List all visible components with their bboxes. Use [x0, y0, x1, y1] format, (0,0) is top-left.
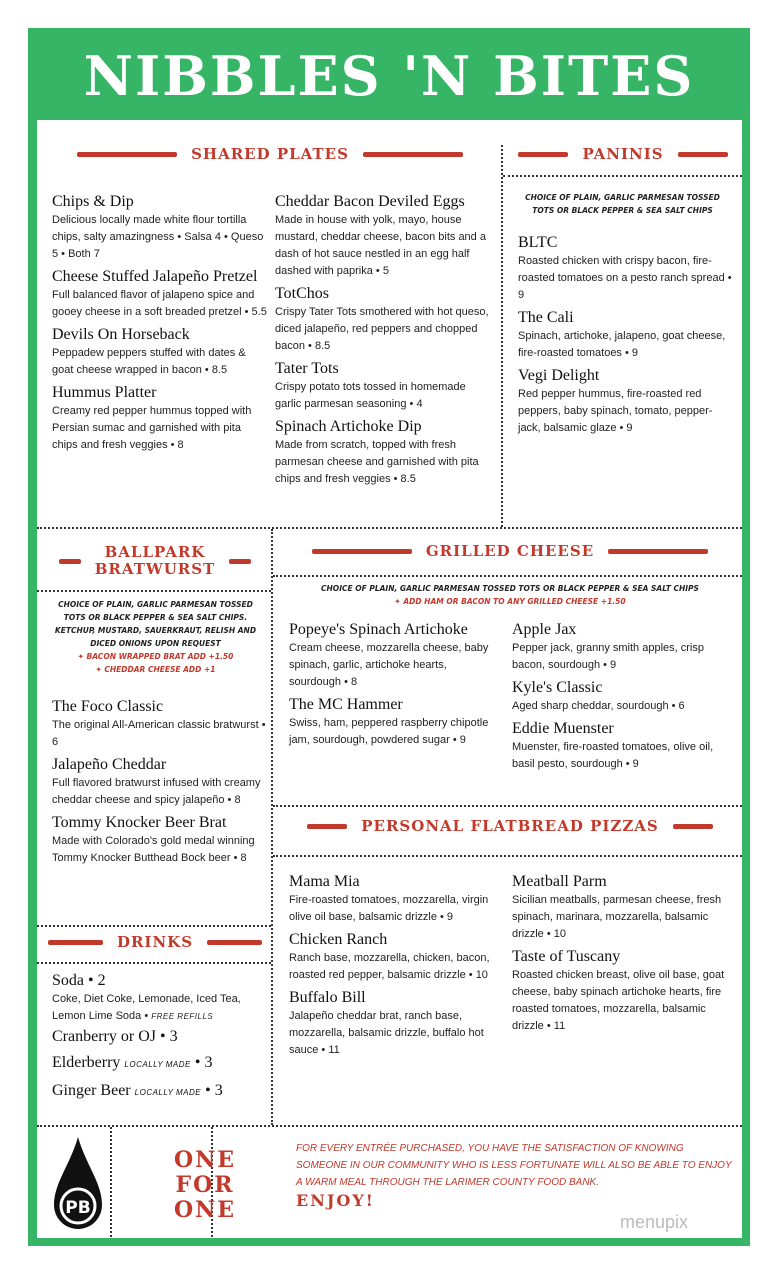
item-description: [52, 775, 267, 809]
item-name: Spinach Artichoke Dip: [275, 418, 422, 435]
drink-desc: Coke, Diet Coke, Lemonade, Iced Tea, Lemon Lime Soda •: [52, 993, 241, 1022]
item-price: • 9: [518, 272, 732, 301]
item-price: • 8: [344, 676, 358, 688]
section-title: SHARED PLATES: [191, 145, 349, 163]
menu-item: [275, 192, 490, 280]
drink-name: Ginger Beer: [52, 1082, 131, 1099]
divider: [37, 925, 271, 927]
item-price: • 8.5: [308, 340, 331, 352]
item-description: [52, 717, 267, 751]
item-description: [518, 253, 733, 304]
menu-item: [52, 325, 267, 379]
item-description: [275, 379, 490, 413]
item-desc-text: Jalapeño cheddar brat, ranch base, mozzarella, balsamic drizzle, buffalo hot sauce: [289, 1010, 484, 1056]
menu-item: [518, 308, 733, 362]
item-description: [289, 715, 501, 749]
item-price: • 9: [440, 911, 454, 923]
item-description: [289, 892, 501, 926]
item-price: • 5.5: [244, 306, 267, 318]
divider: [503, 175, 742, 177]
divider: [37, 1125, 742, 1127]
item-description: [512, 967, 732, 1035]
item-desc-text: Ranch base, mozzarella, chicken, bacon, roasted red pepper, balsamic drizzle: [289, 952, 490, 981]
item-description: [518, 328, 733, 362]
item-desc-text: Full flavored bratwurst infused with creamy cheddar cheese and spicy jalapeño: [52, 777, 261, 806]
menu-item: [512, 872, 732, 943]
item-name: Tater Tots: [275, 360, 339, 377]
item-desc-text: Sicilian meatballs, parmesan cheese, fresh spinach, marinara, mozzarella, balsamic drizzle: [512, 894, 722, 940]
item-name: Apple Jax: [512, 621, 577, 638]
item-name: The MC Hammer: [289, 696, 403, 713]
menu-item: [275, 417, 490, 488]
item-desc-text: Aged sharp cheddar, sourdough: [512, 700, 669, 712]
item-name: Buffalo Bill: [289, 989, 366, 1006]
item-name: Eddie Muenster: [512, 720, 614, 737]
menu-item: [52, 697, 267, 751]
item-description: [289, 1008, 501, 1059]
menu-item: [512, 719, 727, 773]
menu-item: [289, 695, 501, 749]
bratwurst-list: [52, 697, 267, 871]
item-name: Hummus Platter: [52, 384, 157, 401]
menu-item: [52, 383, 267, 454]
item-price: • 8.5: [204, 364, 228, 376]
item-price: • 11: [546, 1020, 566, 1032]
item-description: [512, 640, 727, 674]
drink-name: Elderberry: [52, 1054, 121, 1071]
drink-item: [52, 971, 267, 1025]
drink-price: • 3: [159, 1028, 178, 1045]
drink-price: • 2: [88, 972, 106, 989]
item-desc-text: Swiss, ham, peppered raspberry chipotle jam, sourdough, powdered sugar: [289, 717, 489, 746]
item-desc-text: Peppadew peppers stuffed with dates & goat cheese wrapped in bacon: [52, 347, 246, 376]
menu-item: [512, 620, 727, 674]
item-description: [52, 287, 267, 321]
divider: [37, 527, 742, 529]
bratwurst-note: [48, 598, 263, 676]
watermark: menupix: [620, 1212, 689, 1232]
drink-item: [52, 1053, 267, 1075]
menu-title: NIBBLES 'N BITES: [83, 44, 695, 108]
addon-text: ✦ BACON WRAPPED BRAT ADD +1.50: [77, 652, 234, 661]
item-description: [52, 212, 267, 263]
drink-extra: FREE REFILLS: [151, 1012, 214, 1021]
section-title: GRILLED CHEESE: [425, 542, 595, 560]
divider: [501, 145, 503, 527]
item-desc-text: Red pepper hummus, fire-roasted red peppers, baby spinach, tomato, pepper-jack, balsamic glaze: [518, 388, 713, 434]
item-price: • 9: [619, 422, 633, 434]
item-price: • 9: [625, 758, 639, 770]
item-description: [289, 950, 501, 984]
shared-plates-right: [275, 192, 490, 492]
drink-extra: LOCALLY MADE: [134, 1088, 202, 1097]
flatbread-right: [512, 872, 732, 1039]
item-description: [512, 892, 732, 943]
item-price: • 8: [170, 439, 184, 451]
item-name: Chicken Ranch: [289, 931, 388, 948]
item-desc-text: Made in house with yolk, mayo, house mustard, cheddar cheese, bacon bits and a dash of hot sauce nestled in an egg half dashed with paprika: [275, 214, 486, 277]
drinks-header: [45, 934, 265, 951]
item-desc-text: Delicious locally made white flour tortilla chips, salty amazingness: [52, 214, 247, 243]
paninis-header: [512, 146, 734, 163]
item-price: • 8: [233, 852, 247, 864]
item-desc-text: Made with Colorado's gold medal winning Tommy Knocker Butthead Bock beer: [52, 835, 255, 864]
drink-name: Cranberry or OJ: [52, 1028, 156, 1045]
item-price: • 9: [603, 659, 617, 671]
charity-message: [296, 1140, 736, 1211]
item-desc-text: Pepper jack, granny smith apples, crisp bacon, sourdough: [512, 642, 704, 671]
divider: [110, 1127, 112, 1237]
item-desc-text: Roasted chicken breast, olive oil base, goat cheese, baby spinach artichoke hearts, fire roasted tomatoes, mozzarella, balsamic drizzle: [512, 969, 725, 1032]
drink-item: [52, 1081, 267, 1103]
item-description: [275, 212, 490, 280]
item-desc-text: The original All-American classic bratwurst: [52, 719, 259, 731]
item-desc-text: Roasted chicken with crispy bacon, fire-roasted tomatoes on a pesto ranch spread: [518, 255, 725, 284]
menu-item: [289, 930, 501, 984]
item-description: [275, 437, 490, 488]
drink-item: [52, 1027, 267, 1047]
menu-item: [512, 947, 732, 1035]
enjoy-text: ENJOY!: [296, 1191, 375, 1210]
item-desc-text: Creamy red pepper hummus topped with Persian sumac and garnished with pita chips and fresh veggies: [52, 405, 252, 451]
bratwurst-header: [45, 544, 265, 578]
drinks-list: [52, 971, 267, 1103]
item-price: • 6: [52, 719, 266, 748]
menu-item: [289, 872, 501, 926]
item-price: • 8: [227, 794, 241, 806]
item-name: The Foco Classic: [52, 698, 164, 715]
item-name: BLTC: [518, 234, 558, 251]
item-description: [512, 698, 727, 715]
item-price: • Salsa 4 • Queso 5 • Both 7: [52, 231, 264, 260]
grilled-cheese-header: [285, 543, 735, 560]
item-description: [512, 739, 727, 773]
grilled-cheese-note: [285, 582, 735, 608]
menu-item: [289, 620, 501, 691]
drink-extra: LOCALLY MADE: [124, 1060, 191, 1069]
item-desc-text: Crispy Tater Tots smothered with hot queso, diced jalapeño, red peppers and chopped bacon: [275, 306, 489, 352]
shared-plates-header: [50, 146, 490, 163]
drink-name: Soda: [52, 972, 84, 989]
menu-item: [275, 359, 490, 413]
ofo-line: ONE: [173, 1147, 237, 1173]
ofo-line: FOR: [175, 1172, 235, 1198]
menu-item: [52, 755, 267, 809]
shared-plates-left: [52, 192, 267, 458]
menu-item: [52, 813, 267, 867]
item-name: Mama Mia: [289, 873, 360, 890]
flatbread-header: [285, 818, 735, 835]
heading-line: BALLPARK: [104, 543, 206, 561]
item-name: Tommy Knocker Beer Brat: [52, 814, 227, 831]
menu-item: [518, 366, 733, 437]
ofo-line: ONE: [173, 1197, 237, 1223]
item-price: • 8.5: [393, 473, 416, 485]
grilled-cheese-left: [289, 620, 501, 753]
item-price: • 10: [468, 969, 488, 981]
section-title: PERSONAL FLATBREAD PIZZAS: [361, 817, 659, 835]
one-for-one: [150, 1148, 260, 1223]
item-desc-text: Muenster, fire-roasted tomatoes, olive oil, basil pesto, sourdough: [512, 741, 714, 770]
drink-price: • 3: [194, 1054, 213, 1071]
note-text: CHOICE OF PLAIN, GARLIC PARMESAN TOSSED TOTS OR BLACK PEPPER & SEA SALT CHIPS: [321, 584, 699, 593]
item-description: [52, 403, 267, 454]
item-description: [275, 304, 490, 355]
message-text: FOR EVERY ENTRÉE PURCHASED, YOU HAVE THE SATISFACTION OF KNOWING SOMEONE IN OUR COMMUNITY WHO IS LESS FORTUNATE WILL ALSO BE ABLE TO ENJOY A WARM MEAL THROUGH THE LARIMER COUNTY FOOD BANK.: [296, 1143, 732, 1188]
menu-item: [275, 284, 490, 355]
logo-text: PB: [65, 1198, 91, 1218]
item-name: Popeye's Spinach Artichoke: [289, 621, 468, 638]
item-description: [518, 386, 733, 437]
item-price: • 6: [671, 700, 685, 712]
item-description: [289, 640, 501, 691]
addon-text: ✦ ADD HAM OR BACON TO ANY GRILLED CHEESE +1.50: [394, 597, 626, 606]
item-name: Cheese Stuffed Jalapeño Pretzel: [52, 268, 258, 285]
item-name: Vegi Delight: [518, 367, 600, 384]
item-name: Chips & Dip: [52, 193, 134, 210]
item-desc-text: Made from scratch, topped with fresh parmesan cheese and garnished with pita chips and fresh veggies: [275, 439, 479, 485]
section-title: DRINKS: [116, 933, 194, 951]
item-name: Devils On Horseback: [52, 326, 190, 343]
divider: [273, 805, 742, 807]
item-desc-text: Cream cheese, mozzarella cheese, baby spinach, garlic, artichoke hearts, sourdough: [289, 642, 489, 688]
item-desc-text: Full balanced flavor of jalapeno spice and gooey cheese in a soft breaded pretzel: [52, 289, 255, 318]
addon-text: ✦ CHEDDAR CHEESE ADD +1: [95, 665, 216, 674]
item-name: Meatball Parm: [512, 873, 607, 890]
item-name: Cheddar Bacon Deviled Eggs: [275, 193, 465, 210]
item-price: • 9: [625, 347, 639, 359]
flatbread-left: [289, 872, 501, 1063]
item-desc-text: Crispy potato tots tossed in homemade garlic parmesan seasoning: [275, 381, 466, 410]
menu-item: [512, 678, 727, 715]
item-name: The Cali: [518, 309, 574, 326]
section-title: [95, 544, 216, 578]
item-price: • 4: [409, 398, 423, 410]
divider: [37, 590, 271, 592]
divider: [273, 575, 742, 577]
pb-logo-icon: [52, 1135, 104, 1233]
menu-item: [52, 267, 267, 321]
item-name: Jalapeño Cheddar: [52, 756, 167, 773]
section-title: PANINIS: [582, 145, 664, 163]
item-price: • 5: [375, 265, 389, 277]
item-desc-text: Fire-roasted tomatoes, mozzarella, virgin olive oil base, balsamic drizzle: [289, 894, 489, 923]
menu-item: [518, 233, 733, 304]
item-price: • 9: [452, 734, 466, 746]
divider: [271, 529, 273, 1125]
item-name: Taste of Tuscany: [512, 948, 621, 965]
note-text: CHOICE OF PLAIN, GARLIC PARMESAN TOSSED TOTS OR BLACK PEPPER & SEA SALT CHIPS. KETCHUP, MUSTARD, SAUERKRAUT, RELISH AND DICED ONIONS UPON REQUEST: [54, 600, 257, 648]
item-description: [52, 833, 267, 867]
heading-line: BRATWURST: [94, 560, 216, 578]
divider: [273, 855, 742, 857]
drink-price: • 3: [205, 1082, 223, 1099]
item-price: • 11: [321, 1044, 340, 1056]
item-description: [52, 345, 267, 379]
item-name: TotChos: [275, 285, 329, 302]
menu-item: [52, 192, 267, 263]
divider: [37, 962, 271, 964]
grilled-cheese-right: [512, 620, 727, 777]
paninis-list: [518, 233, 733, 441]
menu-item: [289, 988, 501, 1059]
paninis-note: CHOICE OF PLAIN, GARLIC PARMESAN TOSSED TOTS OR BLACK PEPPER & SEA SALT CHIPS: [525, 193, 720, 215]
item-desc-text: Spinach, artichoke, jalapeno, goat cheese, fire-roasted tomatoes: [518, 330, 726, 359]
item-price: • 10: [546, 928, 567, 940]
item-name: Kyle's Classic: [512, 679, 603, 696]
